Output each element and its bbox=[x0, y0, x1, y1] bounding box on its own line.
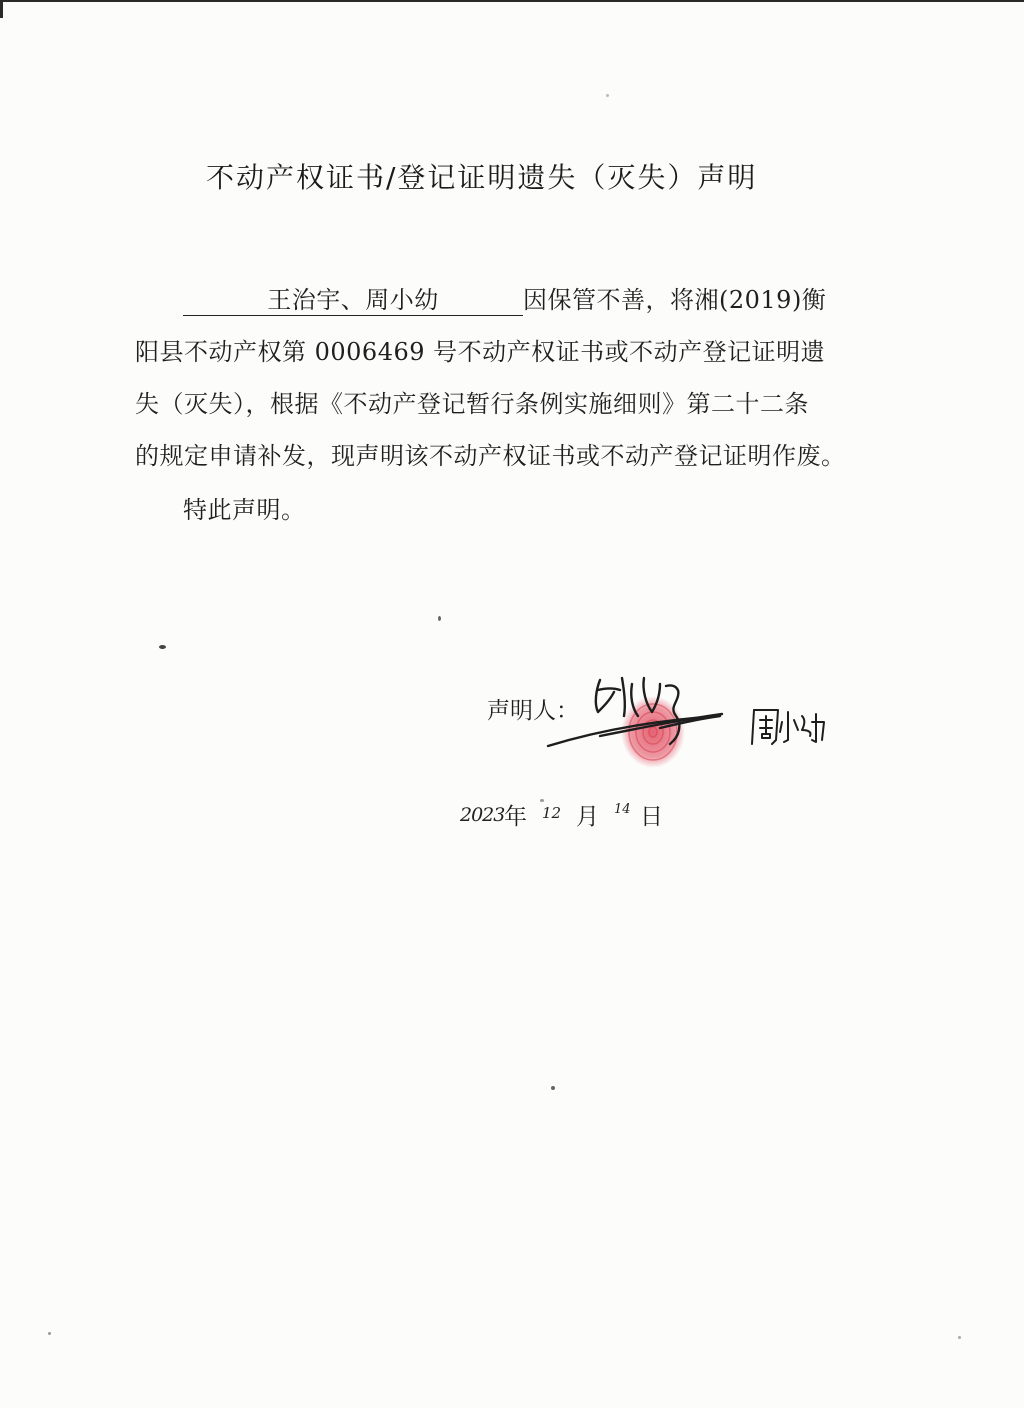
date-day-label: 日 bbox=[640, 804, 663, 830]
document-title: 不动产权证书/登记证明遗失（灭失）声明 bbox=[206, 161, 758, 194]
scan-speck bbox=[551, 1086, 555, 1090]
signature-block bbox=[540, 660, 840, 780]
date-month-handwritten: 12 bbox=[542, 804, 562, 822]
paragraph-line-3: 失（灭失），根据《不动产登记暂行条例实施细则》第二十二条 bbox=[135, 390, 809, 418]
date-year-handwritten: 2023 bbox=[460, 804, 505, 826]
scan-edge-left bbox=[0, 0, 3, 18]
date-day-handwritten: 14 bbox=[614, 802, 631, 817]
signature-label: 声明人： bbox=[487, 698, 579, 724]
scan-speck bbox=[606, 94, 609, 97]
scan-speck bbox=[958, 1336, 961, 1339]
scan-speck bbox=[159, 645, 166, 649]
fingerprint-mark bbox=[621, 696, 685, 768]
date-month-label: 月 bbox=[576, 804, 599, 830]
closing-statement: 特此声明。 bbox=[183, 496, 306, 524]
handwritten-signature-2 bbox=[752, 710, 824, 744]
scan-speck bbox=[438, 616, 441, 621]
declarants-fill-in: 王治宇、周小幼 bbox=[183, 285, 523, 316]
paragraph-line-4: 的规定申请补发，现声明该不动产权证书或不动产登记证明作废。 bbox=[135, 442, 846, 470]
scan-speck bbox=[48, 1332, 51, 1335]
paragraph-line-1 bbox=[183, 280, 826, 316]
date-line bbox=[460, 798, 700, 834]
signature-graphic bbox=[540, 660, 840, 780]
date-year-label: 年 bbox=[504, 804, 527, 830]
line-1-text: 因保管不善，将湘(2019)衡 bbox=[523, 286, 827, 314]
paragraph-line-2: 阳县不动产权第 0006469 号不动产权证书或不动产登记证明遗 bbox=[135, 338, 826, 366]
scan-speck bbox=[540, 799, 544, 802]
scan-edge-top bbox=[0, 0, 1024, 2]
